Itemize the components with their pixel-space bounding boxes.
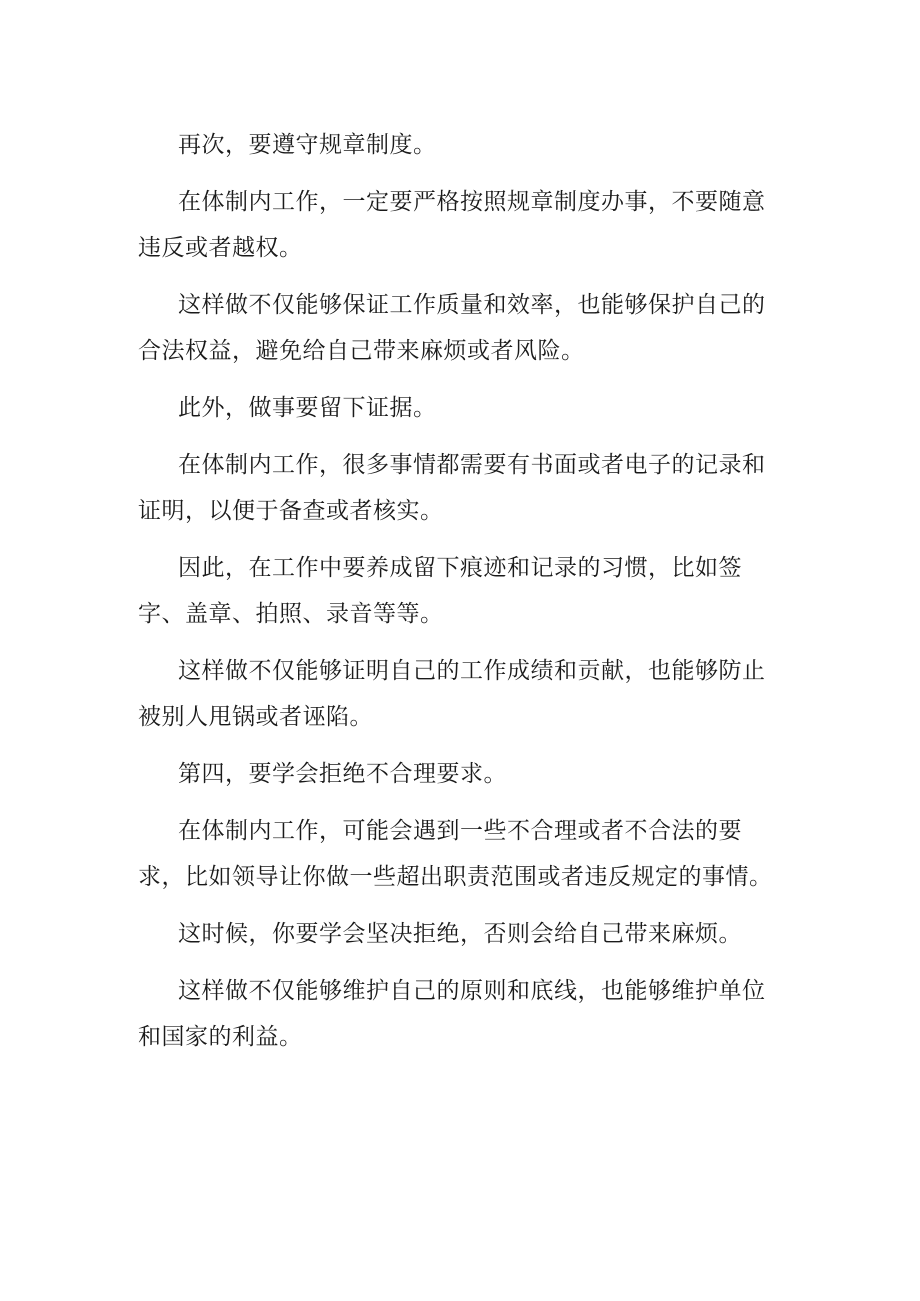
document-body <box>138 122 786 1060</box>
paragraph: 这时候，你要学会坚决拒绝，否则会给自己带来麻烦。 <box>178 921 742 947</box>
paragraph: 这样做不仅能够维护自己的原则和底线，也能够维护单位和国家的利益。 <box>138 978 766 1050</box>
paragraph: 因此，在工作中要养成留下痕迹和记录的习惯，比如签字、盖章、拍照、录音等等。 <box>138 555 742 627</box>
paragraph: 在体制内工作，很多事情都需要有书面或者电子的记录和证明，以便于备查或者核实。 <box>138 452 766 524</box>
paragraph: 在体制内工作，可能会遇到一些不合理或者不合法的要求，比如领导让你做一些超出职责范围或者违反规定的事情。 <box>138 818 773 890</box>
paragraph: 此外，做事要留下证据。 <box>178 395 437 421</box>
paragraph: 这样做不仅能够证明自己的工作成绩和贡献，也能够防止被别人甩锅或者诬陷。 <box>138 658 766 730</box>
paragraph: 再次，要遵守规章制度。 <box>178 132 437 158</box>
paragraph: 这样做不仅能够保证工作质量和效率，也能够保护自己的合法权益，避免给自己带来麻烦或者风险。 <box>138 292 766 364</box>
paragraph: 第四，要学会拒绝不合理要求。 <box>178 761 507 787</box>
paragraph: 在体制内工作，一定要严格按照规章制度办事，不要随意违反或者越权。 <box>138 189 766 261</box>
